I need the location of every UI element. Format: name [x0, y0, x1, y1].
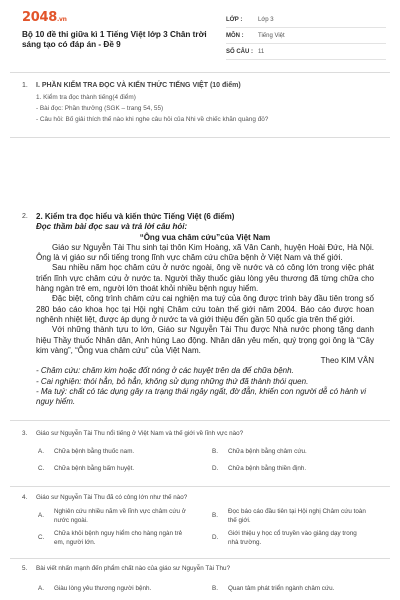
site-logo[interactable]: 2048.vn — [22, 10, 67, 25]
question-text: Giáo sư Nguyễn Tài Thu nổi tiếng ở Việt Nam và thế giới về lĩnh vực nào? — [36, 430, 244, 437]
section-number: 1. — [22, 82, 28, 89]
section-2 — [0, 138, 400, 445]
question-number: 3. — [22, 430, 28, 437]
document-title: Bộ 10 đề thi giữa kì 1 Tiếng Việt lớp 3 Chân trời sáng tạo có đáp án - Đề 9 — [22, 30, 207, 49]
page-header — [0, 0, 400, 70]
glossary-note: - Ma tuý: chất có tác dụng gây ra trạng thái ngây ngất, đờ đẫn, khiến con người dễ có hành vi nguy hiểm. — [36, 387, 367, 407]
section-1 — [0, 73, 400, 137]
question-block-4 — [0, 486, 400, 559]
question: 4. Giáo sư Nguyễn Tài Thu đã có công lớn như thế nào? A. Nghiên cứu nhiều năm về lĩnh vực châm cứu ở nước ngoài. B. Đọc báo cáo đầu tiên tại Hội nghị Châm cứu toàn thế giới. C. Chữa khỏi bệnh nguy hiểm cho hàng ngàn trẻ em, người lớn. D. Giới thiệu y học cổ truyền vào giảng dạy trong nhà trường. — [22, 494, 366, 546]
glossary-note: - Châm cứu: châm kim hoặc đốt nóng ở các huyệt trên da để chữa bệnh. — [36, 366, 294, 376]
section-heading: 2. Kiểm tra đọc hiểu và kiến thức Tiếng Việt (6 điểm) — [36, 212, 235, 221]
question: 3. Giáo sư Nguyễn Tài Thu nổi tiếng ở Việt Nam và thế giới về lĩnh vực nào? A. Chữa bệnh bằng thuốc nam. B. Chữa bệnh bằng châm cứu. C. Chữa bệnh bằng bấm huyệt. D. Chữa bệnh bằng thiền định. — [22, 430, 307, 472]
question-number: 5. — [22, 565, 28, 572]
section-title: I. PHẦN KIỂM TRA ĐỌC VÀ KIẾN THỨC TIẾNG VIỆT (10 điểm) — [36, 82, 241, 89]
passage-paragraph: Giáo sư Nguyễn Tài Thu sinh tại thôn Kim Hoàng, xã Vân Canh, huyện Hoài Đức, Hà Nội. Ông là vị giáo sư nổi tiếng trong lĩnh vực chăm cứu chữa bệnh ở Việt Nam và thế giới. — [36, 242, 374, 263]
meta-row-class: LỚP : Lớp 3 — [226, 12, 386, 28]
passage-paragraph: Sau nhiều năm học châm cứu ở nước ngoài, ông về nước và có công lớn trong việc phát triển lĩnh vực châm cứu ở nước ta. Người thầy thuốc giàu lòng yêu thương đã từng chữa cho hàng ngàn trẻ em, người lớn thoát khỏi nhiều bệnh nguy hiểm. — [36, 263, 374, 294]
glossary-note: - Cai nghiện: thói hẳn, bỏ hẳn, không sử dụng những thứ đã thành thói quen. — [36, 376, 309, 386]
section-line: 1. Kiểm tra đọc thành tiếng(4 điểm) — [36, 94, 136, 101]
question-number: 4. — [22, 494, 28, 501]
question-block-3 — [0, 420, 400, 479]
passage-paragraph: Với những thành tựu to lớn, Giáo sư Nguyễn Tài Thu được Nhà nước phong tặng danh hiệu Thầy thuốc Nhân dân, Anh hùng Lao động. Nhân dân yêu mến, quý trọng gọi ông là “Cây kim vàng”, “Ông vua châm cứu” của Việt Nam. — [36, 325, 374, 355]
passage-title: “Ông vua châm cứu”của Việt Nam — [139, 232, 271, 242]
instruction: Đọc thầm bài đọc sau và trả lời câu hỏi: — [36, 222, 188, 232]
content — [0, 72, 400, 445]
passage-author: Theo KIM VÂN — [320, 356, 374, 366]
section-line: - Bài đọc: Phần thưởng (SGK – trang 54, 55) — [36, 105, 164, 112]
meta-table — [226, 12, 386, 60]
meta-row-question-count: SỐ CÂU : 11 — [226, 44, 386, 60]
reading-passage — [36, 212, 374, 408]
question-text: Bài viết nhấn mạnh đến phẩm chất nào của giáo sư Nguyễn Tài Thu? — [36, 565, 231, 572]
question: 5. Bài viết nhấn mạnh đến phẩm chất nào của giáo sư Nguyễn Tài Thu? A. Giàu lòng yêu thương người bệnh. B. Quan tâm phát triển ngành châm cứu. — [22, 565, 335, 592]
question-text: Giáo sư Nguyễn Tài Thu đã có công lớn như thế nào? — [36, 494, 188, 501]
section-number: 2. — [22, 213, 28, 220]
meta-row-subject: MÔN : Tiếng Việt — [226, 28, 386, 44]
section-line: - Câu hỏi: Bố giải thích thế nào khi nghe câu hỏi của Nhi về chiếc khăn quàng đỏ? — [36, 116, 269, 123]
passage-paragraph: Đặc biệt, công trình châm cứu cai nghiện ma tuý của ông được trình bày đầu tiên trong số 280 báo cáo khoa học tại Hội nghị Châm cứu toàn thế giới năm 2004. Báo cáo được hoan nghênh nhiệt liệt, được áp dụng ở nước ta và giới thiệu đến gần 50 quốc gia trên thế giới. — [36, 294, 374, 324]
question-block-5 — [0, 558, 400, 600]
